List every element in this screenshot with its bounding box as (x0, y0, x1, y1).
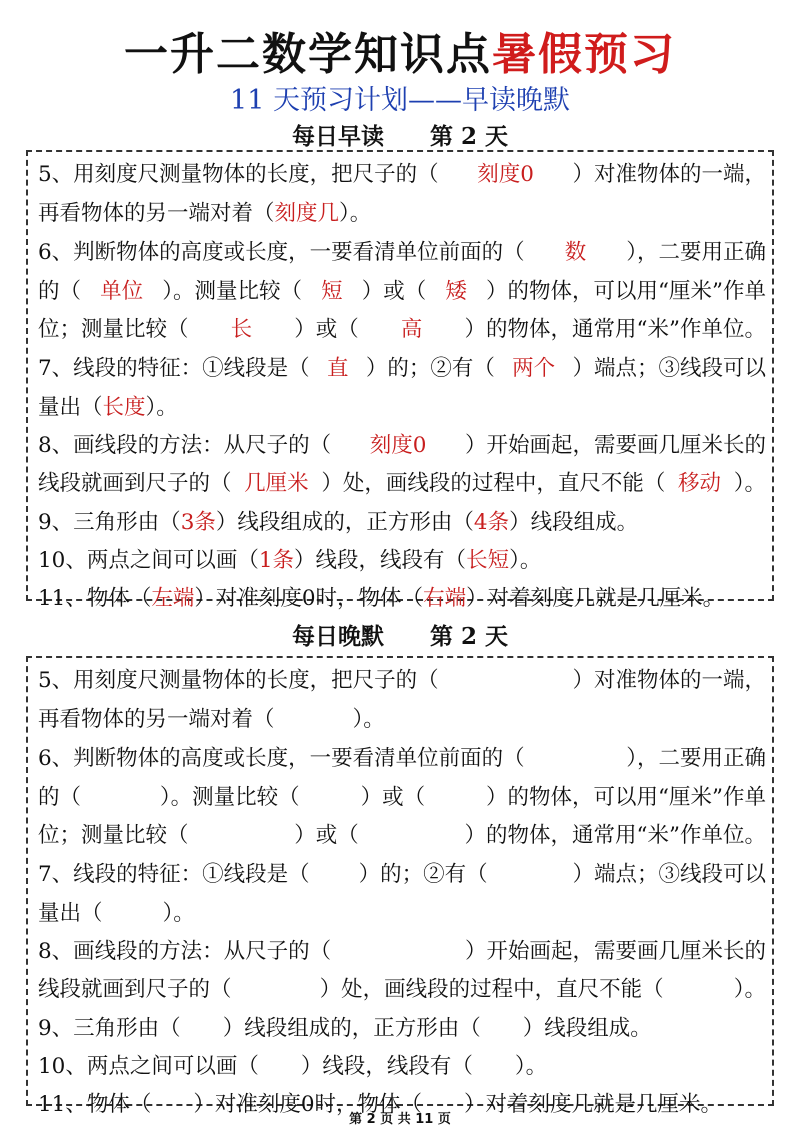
line-text: ），二要用正确 (626, 746, 766, 771)
evening-line (38, 858, 766, 892)
evening-section (26, 656, 774, 1117)
line-text: ）。测量比较（ (159, 785, 300, 810)
evening-line (38, 1050, 766, 1084)
evening-line (38, 1012, 766, 1046)
line-text: 5、用刻度尺测量物体的长度，把尺子的（ (38, 162, 439, 187)
line-text: ）对着刻度几就是几厘米。 (466, 586, 725, 611)
line-text: 6、判断物体的高度或长度，一要看清单位前面的（ (38, 746, 525, 771)
line-text: ）线段组成的，正方形由（ (222, 1016, 481, 1041)
line-text: 7、线段的特征：①线段是（ (38, 356, 310, 381)
morning-section (26, 150, 774, 611)
answer-text: 刻度0 (477, 162, 534, 187)
answer-text: 1条 (258, 548, 295, 573)
line-text: ）。 (145, 395, 178, 420)
evening-line (38, 819, 766, 853)
evening-line (38, 742, 766, 776)
line-text: ）或（ (294, 317, 359, 342)
line-text: 线段就画到尺子的（ (38, 471, 232, 496)
title-highlight: 暑假预习 (492, 29, 676, 80)
answer-text: 左端 (151, 586, 195, 611)
line-text: 量出（ (38, 395, 103, 420)
answer-text: 右端 (423, 586, 467, 611)
evening-day: 第 2 天 (429, 623, 509, 650)
line-text: ）或（ (294, 823, 359, 848)
line-text: 11、物体（ (38, 1092, 152, 1117)
morning-line (38, 429, 766, 463)
title-main: 一升二数学知识点 (124, 29, 492, 80)
answer-text: 长 (230, 317, 253, 342)
line-text: ）线段，线段有（ (300, 1054, 473, 1079)
morning-heading (0, 118, 800, 151)
line-text: ）。 (339, 201, 372, 226)
morning-line (38, 467, 766, 501)
line-text: ）。测量比较（ (162, 279, 303, 304)
line-text: 再看物体的另一端对着（ (38, 201, 275, 226)
line-text: ）的物体，通常用“米”作单位。 (464, 823, 766, 848)
line-text: ）线段组成。 (522, 1016, 652, 1041)
evening-line (38, 664, 766, 698)
line-text: 8、画线段的方法：从尺子的（ (38, 433, 332, 458)
line-text: ）。 (352, 707, 385, 732)
morning-line (38, 582, 766, 616)
line-text: ）处，画线段的过程中，直尺不能（ (321, 471, 666, 496)
morning-label: 每日早读 (291, 123, 384, 150)
answer-text: 短 (321, 279, 343, 304)
line-text: ）线段组成。 (509, 510, 639, 535)
answer-text: 两个 (512, 356, 556, 381)
morning-line (38, 506, 766, 540)
answer-text: 长度 (102, 395, 146, 420)
line-text: ）对着刻度几就是几厘米。 (464, 1092, 723, 1117)
line-text: 7、线段的特征：①线段是（ (38, 862, 310, 887)
line-text: ）开始画起，需要画几厘米长的 (464, 433, 766, 458)
answer-text: 刻度0 (369, 433, 427, 458)
line-text: ）开始画起，需要画几厘米长的 (464, 939, 766, 964)
line-text: 再看物体的另一端对着（ (38, 707, 275, 732)
answer-text: 刻度几 (274, 201, 340, 226)
line-text: ）。 (162, 901, 195, 926)
page-subtitle: 11 天预习计划——早读晚默 (230, 85, 570, 116)
answer-text: 移动 (678, 471, 722, 496)
line-text: ）对准物体的一端， (572, 162, 766, 187)
evening-line (38, 703, 766, 737)
line-text: ）对准物体的一端， (572, 668, 766, 693)
line-text: 6、判断物体的高度或长度，一要看清单位前面的（ (38, 240, 525, 265)
line-text: ）。 (509, 548, 542, 573)
evening-line (38, 973, 766, 1007)
evening-line (38, 935, 766, 969)
line-text: ）端点；③线段可以 (572, 356, 766, 381)
line-text: ）线段，线段有（ (294, 548, 467, 573)
line-text: ）对准刻度0时，物体（ (194, 586, 424, 611)
line-text: ），二要用正确 (626, 240, 766, 265)
morning-day: 第 2 天 (429, 123, 509, 150)
line-text: 10、两点之间可以画（ (38, 1054, 259, 1079)
line-text: ）的；②有（ (365, 356, 495, 381)
morning-line (38, 313, 766, 347)
answer-text: 长短 (466, 548, 510, 573)
page-title (0, 18, 800, 82)
line-text: 位；测量比较（ (38, 317, 189, 342)
line-text: ）的物体，通常用“米”作单位。 (464, 317, 766, 342)
line-text: 的（ (38, 279, 82, 304)
line-text: ）。 (733, 471, 766, 496)
morning-line (38, 391, 766, 425)
evening-line (38, 781, 766, 815)
morning-line (38, 275, 766, 309)
line-text: ）。 (733, 977, 766, 1002)
line-text: 的（ (38, 785, 82, 810)
morning-line (38, 197, 766, 231)
line-text: ）处，画线段的过程中，直尺不能（ (319, 977, 664, 1002)
line-text: ）线段组成的，正方形由（ (215, 510, 474, 535)
morning-line (38, 158, 766, 192)
line-text: ）或（ (361, 279, 427, 304)
morning-line (38, 352, 766, 386)
line-text: ）的；②有（ (358, 862, 488, 887)
page-footer: 第 2 页 共 11 页 (349, 1112, 451, 1127)
line-text: 9、三角形由（ (38, 1016, 181, 1041)
answer-text: 矮 (445, 279, 467, 304)
line-text: 11、物体（ (38, 586, 152, 611)
answer-text: 直 (327, 356, 349, 381)
answer-text: 数 (564, 240, 587, 265)
line-text: ）的物体，可以用“厘米”作单 (486, 785, 766, 810)
line-text: 量出（ (38, 901, 103, 926)
answer-text: 3条 (180, 510, 216, 535)
answer-text: 4条 (473, 510, 510, 535)
line-text: 位；测量比较（ (38, 823, 189, 848)
line-text: 5、用刻度尺测量物体的长度，把尺子的（ (38, 668, 439, 693)
line-text: ）的物体，可以用“厘米”作单 (486, 279, 766, 304)
line-text: 8、画线段的方法：从尺子的（ (38, 939, 332, 964)
morning-line (38, 236, 766, 270)
evening-label: 每日晚默 (291, 623, 384, 650)
evening-line (38, 897, 766, 931)
line-text: 9、三角形由（ (38, 510, 181, 535)
evening-heading (0, 618, 800, 651)
answer-text: 几厘米 (244, 471, 309, 496)
line-text: ）对准刻度0时，物体（ (193, 1092, 423, 1117)
line-text: 10、两点之间可以画（ (38, 548, 259, 573)
morning-line (38, 544, 766, 578)
line-text: ）端点；③线段可以 (572, 862, 766, 887)
line-text: 线段就画到尺子的（ (38, 977, 232, 1002)
answer-text: 高 (400, 317, 423, 342)
answer-text: 单位 (100, 279, 144, 304)
line-text: ）。 (514, 1054, 548, 1079)
line-text: ）或（ (360, 785, 426, 810)
